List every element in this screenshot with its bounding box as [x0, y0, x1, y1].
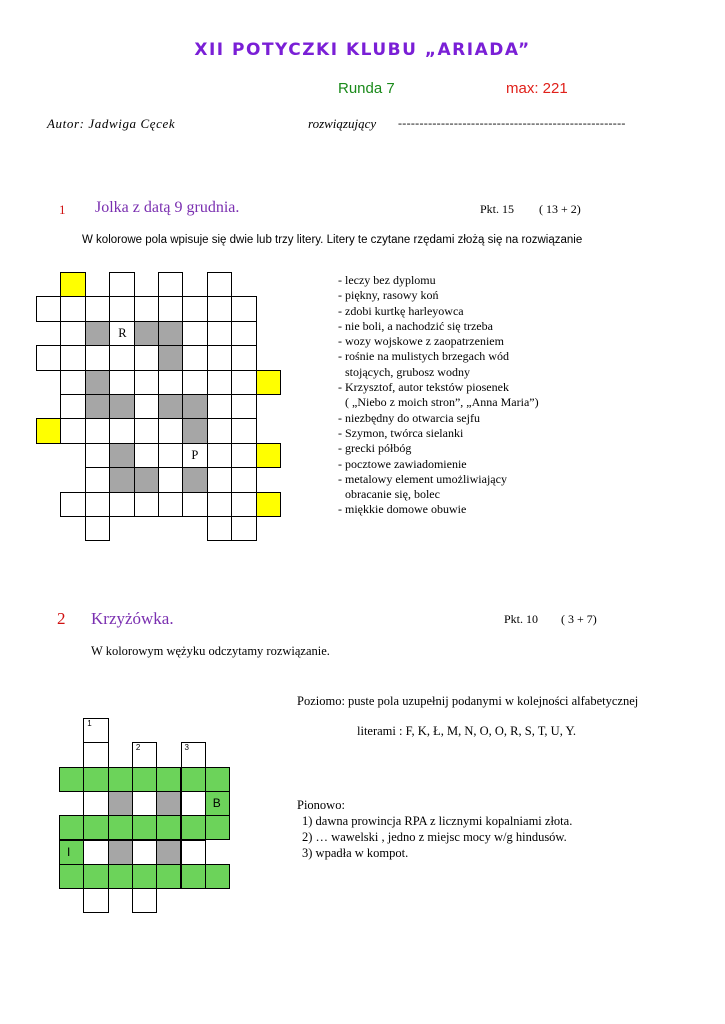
clue-item: - pocztowe zawiadomienie — [338, 456, 467, 471]
clue-item: ( „Niebo z moich stron”, „Anna Maria”) — [345, 395, 539, 410]
shaded-cell — [134, 321, 159, 346]
highlight-cell — [256, 492, 281, 517]
grid-cell — [60, 492, 85, 517]
task2-title: Krzyżówka. — [91, 609, 174, 628]
clue-item: - piękny, rasowy koń — [338, 288, 439, 303]
shaded-cell — [109, 467, 134, 492]
grid-cell — [60, 345, 85, 370]
round-label: Runda 7 — [338, 80, 395, 97]
grid-cell — [158, 492, 183, 517]
task1-clues — [338, 273, 539, 518]
grid-cell — [231, 516, 256, 541]
snake-cell — [108, 815, 133, 840]
grid-cell — [207, 370, 232, 395]
grid-cell — [109, 345, 134, 370]
task1-number: 1 — [59, 202, 66, 217]
snake-cell — [181, 767, 206, 792]
grid-cell — [182, 492, 207, 517]
grid-cell — [85, 492, 110, 517]
grid-cell — [60, 418, 85, 443]
letters-line: literami : F, K, Ł, M, N, O, O, R, S, T, U, Y. — [357, 724, 577, 738]
highlight-cell — [36, 418, 61, 443]
task2-points: Pkt. 10 — [504, 612, 539, 626]
grid-cell — [83, 888, 108, 913]
grid-cell — [134, 345, 159, 370]
grid-cell — [158, 467, 183, 492]
grid-cell — [132, 840, 157, 865]
grid-cell — [85, 443, 110, 468]
clue-item: - Szymon, twórca sielanki — [338, 425, 464, 440]
grid-cell — [207, 516, 232, 541]
grid-cell — [231, 467, 256, 492]
grid-cell — [109, 492, 134, 517]
grid-cell — [182, 345, 207, 370]
grid-cell — [158, 370, 183, 395]
snake-cell — [83, 767, 108, 792]
grid-cell — [134, 443, 159, 468]
shaded-cell — [85, 321, 110, 346]
grid-cell — [36, 296, 61, 321]
snake-cell — [132, 864, 157, 889]
grid-cell — [207, 443, 232, 468]
clue-item: stojących, grubosz wodny — [345, 364, 470, 379]
clue-item: - leczy bez dyplomu — [338, 273, 436, 287]
shaded-cell — [108, 840, 133, 865]
shaded-cell — [156, 840, 181, 865]
task1-title: Jolka z datą 9 grudnia. — [95, 199, 240, 216]
snake-cell — [181, 864, 206, 889]
clue-item: - niezbędny do otwarcia sejfu — [338, 410, 480, 425]
clue-item: - miękkie domowe obuwie — [338, 502, 467, 517]
shaded-cell — [182, 394, 207, 419]
vertical-clue-1: 1) dawna prowincja RPA z licznymi kopalniami złota. — [302, 814, 573, 828]
grid-cell — [207, 345, 232, 370]
grid-cell — [231, 321, 256, 346]
grid-cell — [181, 791, 206, 816]
grid-cell — [134, 394, 159, 419]
grid-cell — [60, 394, 85, 419]
grid-letter: R — [118, 325, 127, 340]
clue-number: 2 — [135, 743, 141, 753]
snake-cell — [59, 767, 84, 792]
grid-cell — [158, 418, 183, 443]
highlight-cell — [256, 443, 281, 468]
snake-cell — [132, 815, 157, 840]
grid-cell — [158, 272, 183, 297]
task1-instruction: W kolorowe pola wpisuje się dwie lub trzy litery. Litery te czytane rzędami złożą się na rozwiązanie — [82, 234, 583, 246]
grid-cell — [134, 492, 159, 517]
grid-cell — [132, 742, 157, 767]
grid-cell — [85, 467, 110, 492]
grid-cell — [109, 370, 134, 395]
grid-cell — [85, 418, 110, 443]
grid-letter: B — [212, 795, 221, 810]
shaded-cell — [109, 443, 134, 468]
shaded-cell — [158, 321, 183, 346]
grid-cell — [60, 296, 85, 321]
shaded-cell — [108, 791, 133, 816]
snake-cell — [205, 767, 230, 792]
solver-line: ----------------------------------------------------- — [398, 116, 626, 130]
snake-cell — [59, 840, 84, 865]
snake-cell — [205, 864, 230, 889]
grid-cell — [85, 345, 110, 370]
snake-cell — [156, 864, 181, 889]
clue-item: - rośnie na mulistych brzegach wód — [338, 349, 509, 364]
clue-item: - grecki półbóg — [338, 441, 412, 456]
shaded-cell — [85, 394, 110, 419]
task2-number: 2 — [57, 609, 66, 628]
grid-cell — [231, 345, 256, 370]
clue-item: - wozy wojskowe z zaopatrzeniem — [338, 334, 504, 349]
grid-cell — [182, 296, 207, 321]
snake-cell — [205, 815, 230, 840]
grid-cell — [36, 345, 61, 370]
grid-cell — [207, 467, 232, 492]
snake-cell — [108, 864, 133, 889]
snake-cell — [205, 791, 230, 816]
shaded-cell — [158, 345, 183, 370]
page-title: XII POTYCZKI KLUBU „ARIADA” — [194, 40, 531, 60]
shaded-cell — [182, 467, 207, 492]
grid-cell — [85, 516, 110, 541]
snake-cell — [83, 864, 108, 889]
shaded-cell — [85, 370, 110, 395]
grid-cell — [207, 296, 232, 321]
grid-cell — [182, 321, 207, 346]
snake-cell — [181, 815, 206, 840]
grid-cell — [231, 370, 256, 395]
snake-cell — [59, 815, 84, 840]
grid-cell — [132, 888, 157, 913]
grid-cell — [182, 443, 207, 468]
max-points: max: 221 — [506, 80, 568, 97]
grid-cell — [134, 418, 159, 443]
clue-item: - metalowy element umożliwiający — [338, 471, 507, 486]
grid-cell — [109, 418, 134, 443]
vertical-label: Pionowo: — [297, 798, 345, 812]
solver-label: rozwiązujący — [308, 116, 377, 131]
grid-cell — [207, 321, 232, 346]
task1-points: Pkt. 15 — [480, 202, 515, 216]
grid-cell — [134, 296, 159, 321]
grid-cell — [231, 443, 256, 468]
grid-cell — [181, 840, 206, 865]
shaded-cell — [156, 791, 181, 816]
snake-cell — [156, 815, 181, 840]
grid-cell — [85, 296, 110, 321]
snake-cell — [132, 767, 157, 792]
shaded-cell — [109, 394, 134, 419]
task1-breakdown: ( 13 + 2) — [539, 202, 581, 216]
shaded-cell — [182, 418, 207, 443]
grid-cell — [109, 321, 134, 346]
shaded-cell — [158, 394, 183, 419]
shaded-cell — [134, 467, 159, 492]
grid-cell — [83, 791, 108, 816]
clue-number: 3 — [184, 743, 189, 753]
grid-cell — [182, 370, 207, 395]
grid-cell — [134, 370, 159, 395]
snake-cell — [156, 767, 181, 792]
horizontal-label: Poziomo: puste pola uzupełnij podanymi w kolejności alfabetycznej — [297, 694, 639, 708]
grid-cell — [109, 272, 134, 297]
grid-cell — [158, 443, 183, 468]
snake-cell — [83, 815, 108, 840]
grid-letter: P — [191, 447, 199, 462]
task2-instruction: W kolorowym wężyku odczytamy rozwiązanie. — [91, 644, 330, 658]
grid-cell — [83, 840, 108, 865]
snake-cell — [59, 864, 84, 889]
grid-cell — [132, 791, 157, 816]
grid-cell — [231, 418, 256, 443]
grid-cell — [207, 272, 232, 297]
grid-cell — [231, 394, 256, 419]
author-line: Autor: Jadwiga Cęcek — [47, 116, 176, 131]
clue-number: 1 — [87, 719, 92, 728]
grid-cell — [207, 418, 232, 443]
grid-cell — [207, 394, 232, 419]
snake-cell — [108, 767, 133, 792]
grid-cell — [207, 492, 232, 517]
vertical-clue-3: 3) wpadła w kompot. — [302, 846, 409, 860]
task2-breakdown: ( 3 + 7) — [561, 612, 597, 626]
highlight-cell — [256, 370, 281, 395]
grid-cell — [109, 296, 134, 321]
highlight-cell — [60, 272, 85, 297]
grid-cell — [158, 296, 183, 321]
grid-cell — [60, 321, 85, 346]
grid-cell — [181, 742, 206, 767]
grid-cell — [83, 718, 108, 743]
grid-cell — [60, 370, 85, 395]
clue-item: obracanie się, bolec — [345, 487, 440, 502]
clue-item: - nie boli, a nachodzić się trzeba — [338, 318, 493, 333]
clue-item: - zdobi kurtkę harleyowca — [338, 303, 464, 318]
grid-cell — [231, 296, 256, 321]
clue-item: - Krzysztof, autor tekstów piosenek — [338, 380, 509, 395]
grid-cell — [231, 492, 256, 517]
vertical-clue-2: 2) … wawelski , jedno z miejsc mocy w/g hindusów. — [302, 830, 567, 844]
grid-letter: I — [67, 844, 71, 859]
grid-cell — [83, 742, 108, 767]
